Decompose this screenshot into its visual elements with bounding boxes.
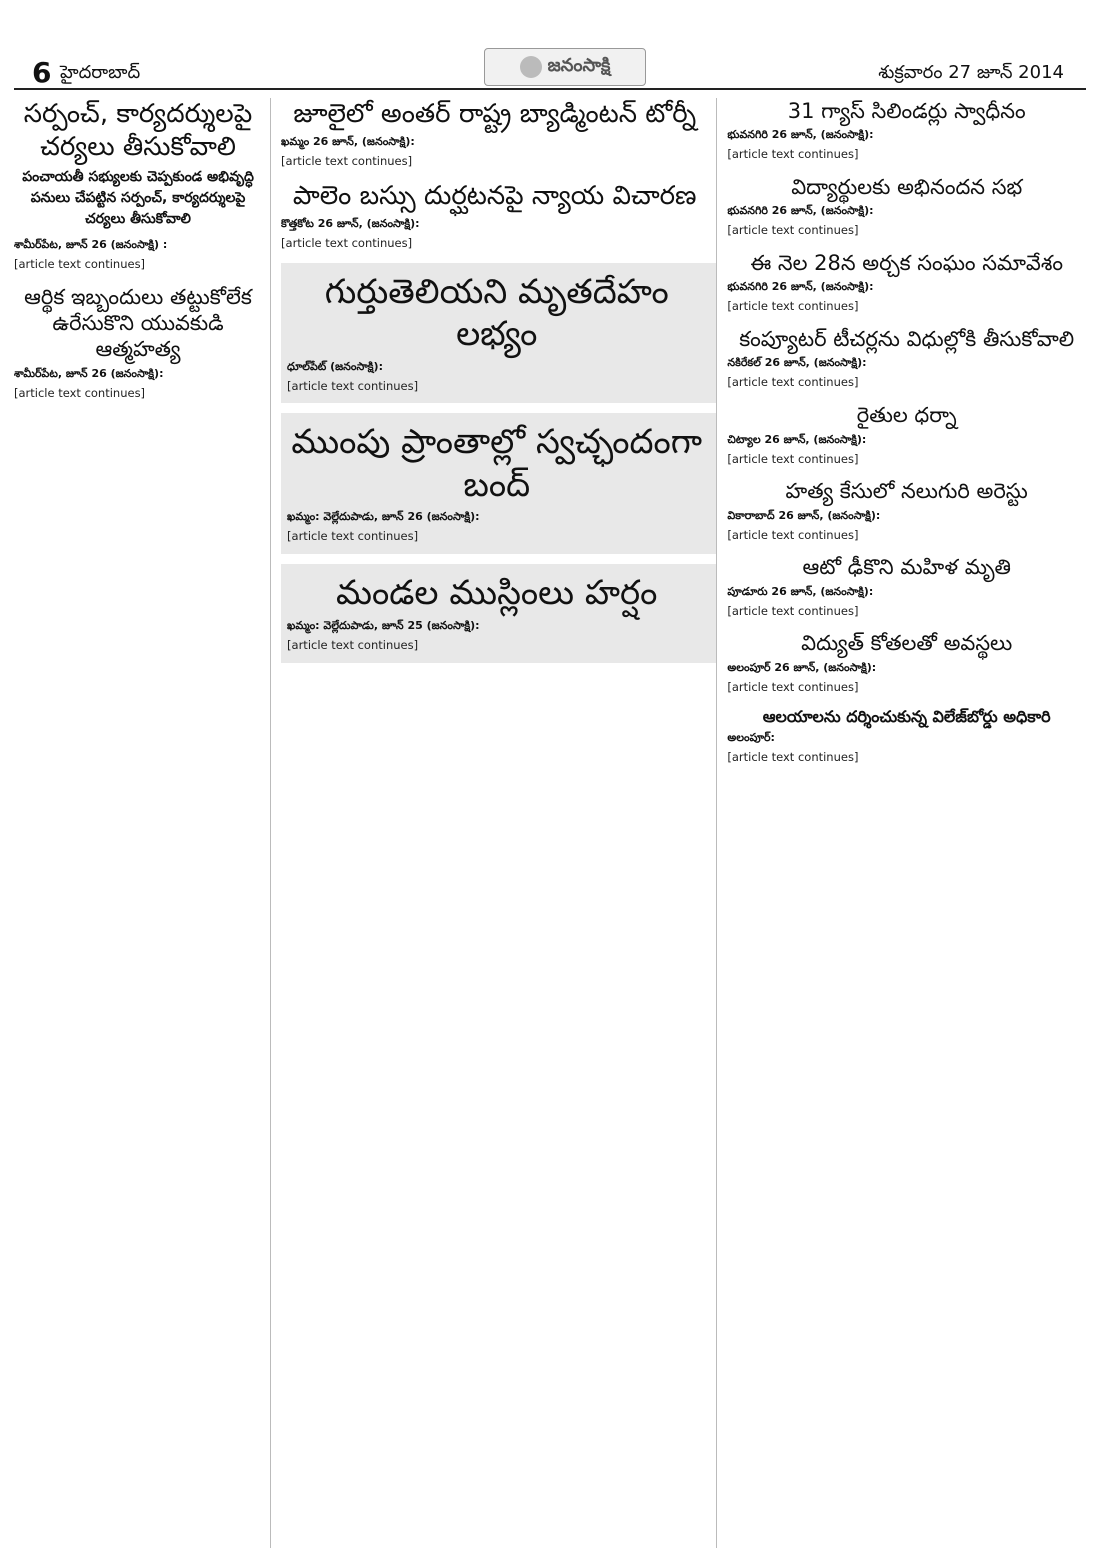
headline: సర్పంచ్, కార్యదర్శులపై చర్యలు తీసుకోవాలి <box>23 99 253 162</box>
article-body: [article text continues] <box>727 679 859 694</box>
article-badminton-tourney <box>281 98 708 170</box>
article-muslims-joy <box>281 564 716 662</box>
headline: గుర్తుతెలియని మృతదేహం లభ్యం <box>324 271 669 355</box>
article-body: [article text continues] <box>281 153 413 168</box>
masthead <box>14 0 1086 90</box>
article-students-felicitation <box>727 174 1086 240</box>
headline: ముంపు ప్రాంతాల్లో స్వచ్ఛందంగా బంద్ <box>291 422 703 505</box>
dateline: కొత్తకోట 26 జూన్, (జనంసాక్షి): <box>281 216 420 230</box>
newspaper-logo <box>484 48 646 86</box>
left-column <box>14 98 271 1548</box>
headline: 31 గ్యాస్ సిలిండర్లు స్వాధీనం <box>787 99 1026 123</box>
dateline: నకిరేకల్ 26 జూన్, (జనంసాక్షి): <box>727 356 867 370</box>
article-body: [article text continues] <box>727 299 859 314</box>
article-columns <box>14 98 1086 1548</box>
headline: హత్య కేసులో నలుగురి అరెస్టు <box>785 479 1028 504</box>
dateline: అలంపూర్: <box>727 730 775 744</box>
article-body: [article text continues] <box>287 637 419 652</box>
dateline: ఖమ్మం: వెల్లేదుపాడు, జూన్ 25 (జనంసాక్షి): <box>287 618 480 632</box>
dateline: ఖమ్మం: వెల్లేదుపాడు, జూన్ 26 (జనంసాక్షి): <box>287 510 480 524</box>
article-body: [article text continues] <box>287 529 419 544</box>
headline: విద్యుత్ కోతలతో అవస్థలు <box>801 631 1013 656</box>
article-murder-arrests <box>727 478 1086 544</box>
dateline: ఖమ్మం 26 జూన్, (జనంసాక్షి): <box>281 134 415 148</box>
headline: పాలెం బస్సు దుర్ఘటనపై న్యాయ విచారణ <box>292 181 697 212</box>
dateline: చిట్యాల 26 జూన్, (జనంసాక్షి): <box>727 432 867 446</box>
article-body: [article text continues] <box>14 257 146 271</box>
article-power-cuts <box>727 630 1086 696</box>
dateline: భువనగిరి 26 జూన్, (జనంసాక్షి): <box>727 128 874 142</box>
article-body: [article text continues] <box>727 603 859 618</box>
article-unidentified-body <box>281 263 716 404</box>
dateline: భువనగిరి 26 జూన్, (జనంసాక్షి): <box>727 204 874 218</box>
article-gas-cylinders <box>727 98 1086 164</box>
issue-date: శుక్రవారం 27 జూన్ 2014 <box>878 62 1064 83</box>
article-body: [article text continues] <box>281 235 413 250</box>
article-computer-teachers <box>727 326 1086 392</box>
dateline: వికారాబాద్ 26 జూన్, (జనంసాక్షి): <box>727 508 881 522</box>
article-bus-accident-inquiry <box>281 180 708 252</box>
dateline: ధూల్‌పేట్ (జనంసాక్షి): <box>287 359 383 373</box>
headline: ఆలయాలను దర్శించుకున్న విలేజ్‌బోర్డు అధికారి <box>762 706 1051 726</box>
logo-emblem-icon <box>520 56 542 78</box>
page-number: 6 <box>32 56 52 89</box>
dateline: శామీర్‌పేట, జూన్ 26 (జనంసాక్షి) : <box>14 238 168 251</box>
article-auto-accident <box>727 554 1086 620</box>
subheadline: పంచాయతీ సభ్యులకు చెప్పకుండ అభివృద్ధి పనులు చేపట్టిన సర్పంచ్, కార్యదర్శులపై చర్యలు తీసుకోవాలి <box>22 169 254 227</box>
article-body: [article text continues] <box>14 385 146 400</box>
article-body: [article text continues] <box>727 223 859 238</box>
dateline: భువనగిరి 26 జూన్, (జనంసాక్షి): <box>727 280 874 294</box>
headline: ఈ నెల 28న అర్చక సంఘం సమావేశం <box>750 251 1064 276</box>
article-body: [article text continues] <box>287 378 419 393</box>
article-temple-visit <box>727 707 1086 767</box>
article-body: [article text continues] <box>727 527 859 542</box>
headline: రైతుల ధర్నా <box>856 403 957 428</box>
article-farmers-dharna <box>727 402 1086 468</box>
article-body: [article text continues] <box>727 749 859 764</box>
edition-city: హైదరాబాద్ <box>60 62 141 83</box>
dateline: శామీర్‌పేట, జూన్ 26 (జనంసాక్షి): <box>14 366 164 380</box>
article-youth-suicide <box>14 284 262 403</box>
headline: ఆటో ఢీకొని మహిళ మృతి <box>802 555 1011 580</box>
headline: కంప్యూటర్ టీచర్లను విధుల్లోకి తీసుకోవాలి <box>739 327 1075 352</box>
headline: ఆర్థిక ఇబ్బందులు తట్టుకోలేక ఉరేసుకొని యువకుడి ఆత్మహత్య <box>24 284 252 362</box>
headline: జూలైలో అంతర్ రాష్ట్ర బ్యాడ్మింటన్ టోర్నీ <box>293 99 697 129</box>
article-body: [article text continues] <box>727 451 859 466</box>
headline: విద్యార్థులకు అభినందన సభ <box>791 175 1023 200</box>
dateline: అలంపూర్ 26 జూన్, (జనంసాక్షి): <box>727 660 877 674</box>
article-sarpanch-action <box>14 98 262 274</box>
article-body: [article text continues] <box>727 375 859 390</box>
article-archaka-meeting <box>727 250 1086 316</box>
headline: మండల ముస్లింలు హర్షం <box>336 573 658 614</box>
logo-text: జనంసాక్షి <box>547 54 611 76</box>
middle-column <box>281 98 717 1548</box>
article-bandh <box>281 413 716 554</box>
article-body: [article text continues] <box>727 147 859 162</box>
right-column <box>727 98 1086 1548</box>
dateline: పూడూరు 26 జూన్, (జనంసాక్షి): <box>727 584 874 598</box>
